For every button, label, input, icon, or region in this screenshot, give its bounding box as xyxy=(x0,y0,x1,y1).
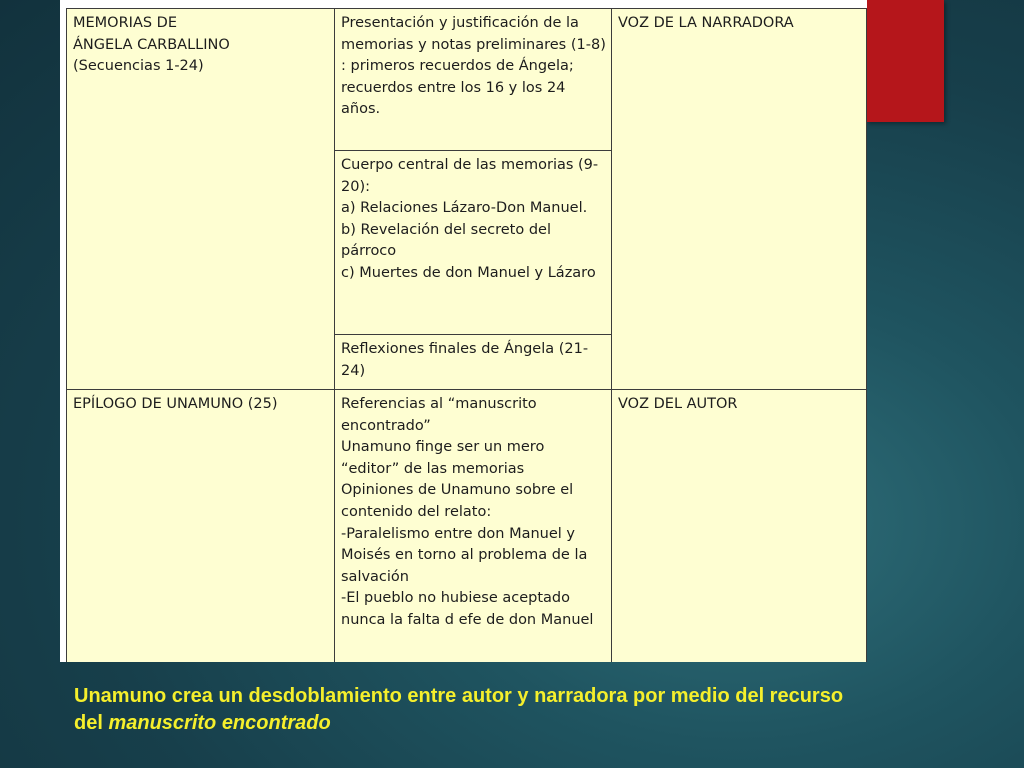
part-presentacion: Presentación y justificación de la memorias y notas preliminares (1-8) : primeros recuerdos de Ángela; recuerdos entre los 16 y los 24 años. xyxy=(335,9,612,151)
section-title-epilogo: EPÍLOGO DE UNAMUNO (25) xyxy=(67,390,335,663)
table-row xyxy=(67,390,867,663)
voice-narradora: VOZ DE LA NARRADORA xyxy=(612,9,867,390)
slide-caption xyxy=(74,683,874,737)
structure-table xyxy=(66,8,867,662)
part-reflexiones-finales: Reflexiones finales de Ángela (21-24) xyxy=(335,335,612,390)
section-title-memorias: MEMORIAS DE ÁNGELA CARBALLINO (Secuencias 1-24) xyxy=(67,9,335,390)
caption-text: Unamuno crea un desdoblamiento entre autor y narradora por medio del recurso del xyxy=(74,685,844,734)
voice-autor: VOZ DEL AUTOR xyxy=(612,390,867,663)
document-image xyxy=(60,0,867,662)
part-cuerpo-central: Cuerpo central de las memorias (9-20): a) Relaciones Lázaro-Don Manuel. b) Revelación del secreto del párroco c) Muertes de don Manuel y Lázaro xyxy=(335,151,612,335)
epilogo-content: Referencias al “manuscrito encontrado” Unamuno finge ser un mero “editor” de las memorias Opiniones de Unamuno sobre el contenido del relato: -Paralelismo entre don Manuel y Moisés en torno al problema de la salvación -El pueblo no hubiese aceptado nunca la falta d efe de don Manuel xyxy=(335,390,612,663)
caption-italic-text: manuscrito encontrado xyxy=(108,712,331,734)
red-accent-block xyxy=(866,0,944,122)
table-row xyxy=(67,9,867,151)
